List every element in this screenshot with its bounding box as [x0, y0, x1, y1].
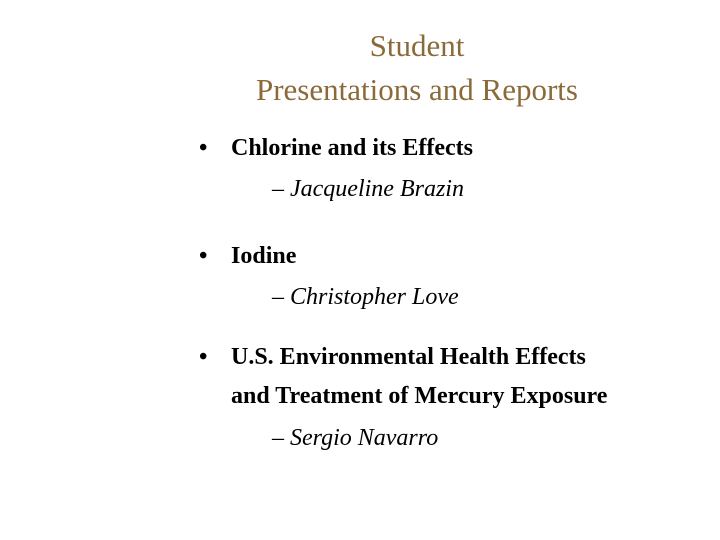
presenter-name: – Christopher Love — [272, 284, 459, 310]
topic-title: Iodine — [231, 243, 297, 269]
slide-title-line-1: Student — [369, 28, 465, 63]
topic-title: U.S. Environmental Health Effects — [231, 344, 586, 370]
topic-title: Chlorine and its Effects — [231, 135, 473, 161]
bullet-marker: • — [199, 344, 208, 370]
bullet-item-iodine — [199, 242, 296, 271]
bullet-item-mercury — [199, 343, 586, 372]
bullet-marker: • — [199, 135, 208, 161]
topic-title-continued: and Treatment of Mercury Exposure — [231, 383, 608, 409]
bullet-marker: • — [199, 243, 208, 269]
presenter-name: – Sergio Navarro — [272, 425, 439, 451]
slide-title-line-2: Presentations and Reports — [255, 72, 578, 107]
bullet-item-chlorine — [199, 134, 473, 163]
presenter-name: – Jacqueline Brazin — [272, 176, 464, 202]
